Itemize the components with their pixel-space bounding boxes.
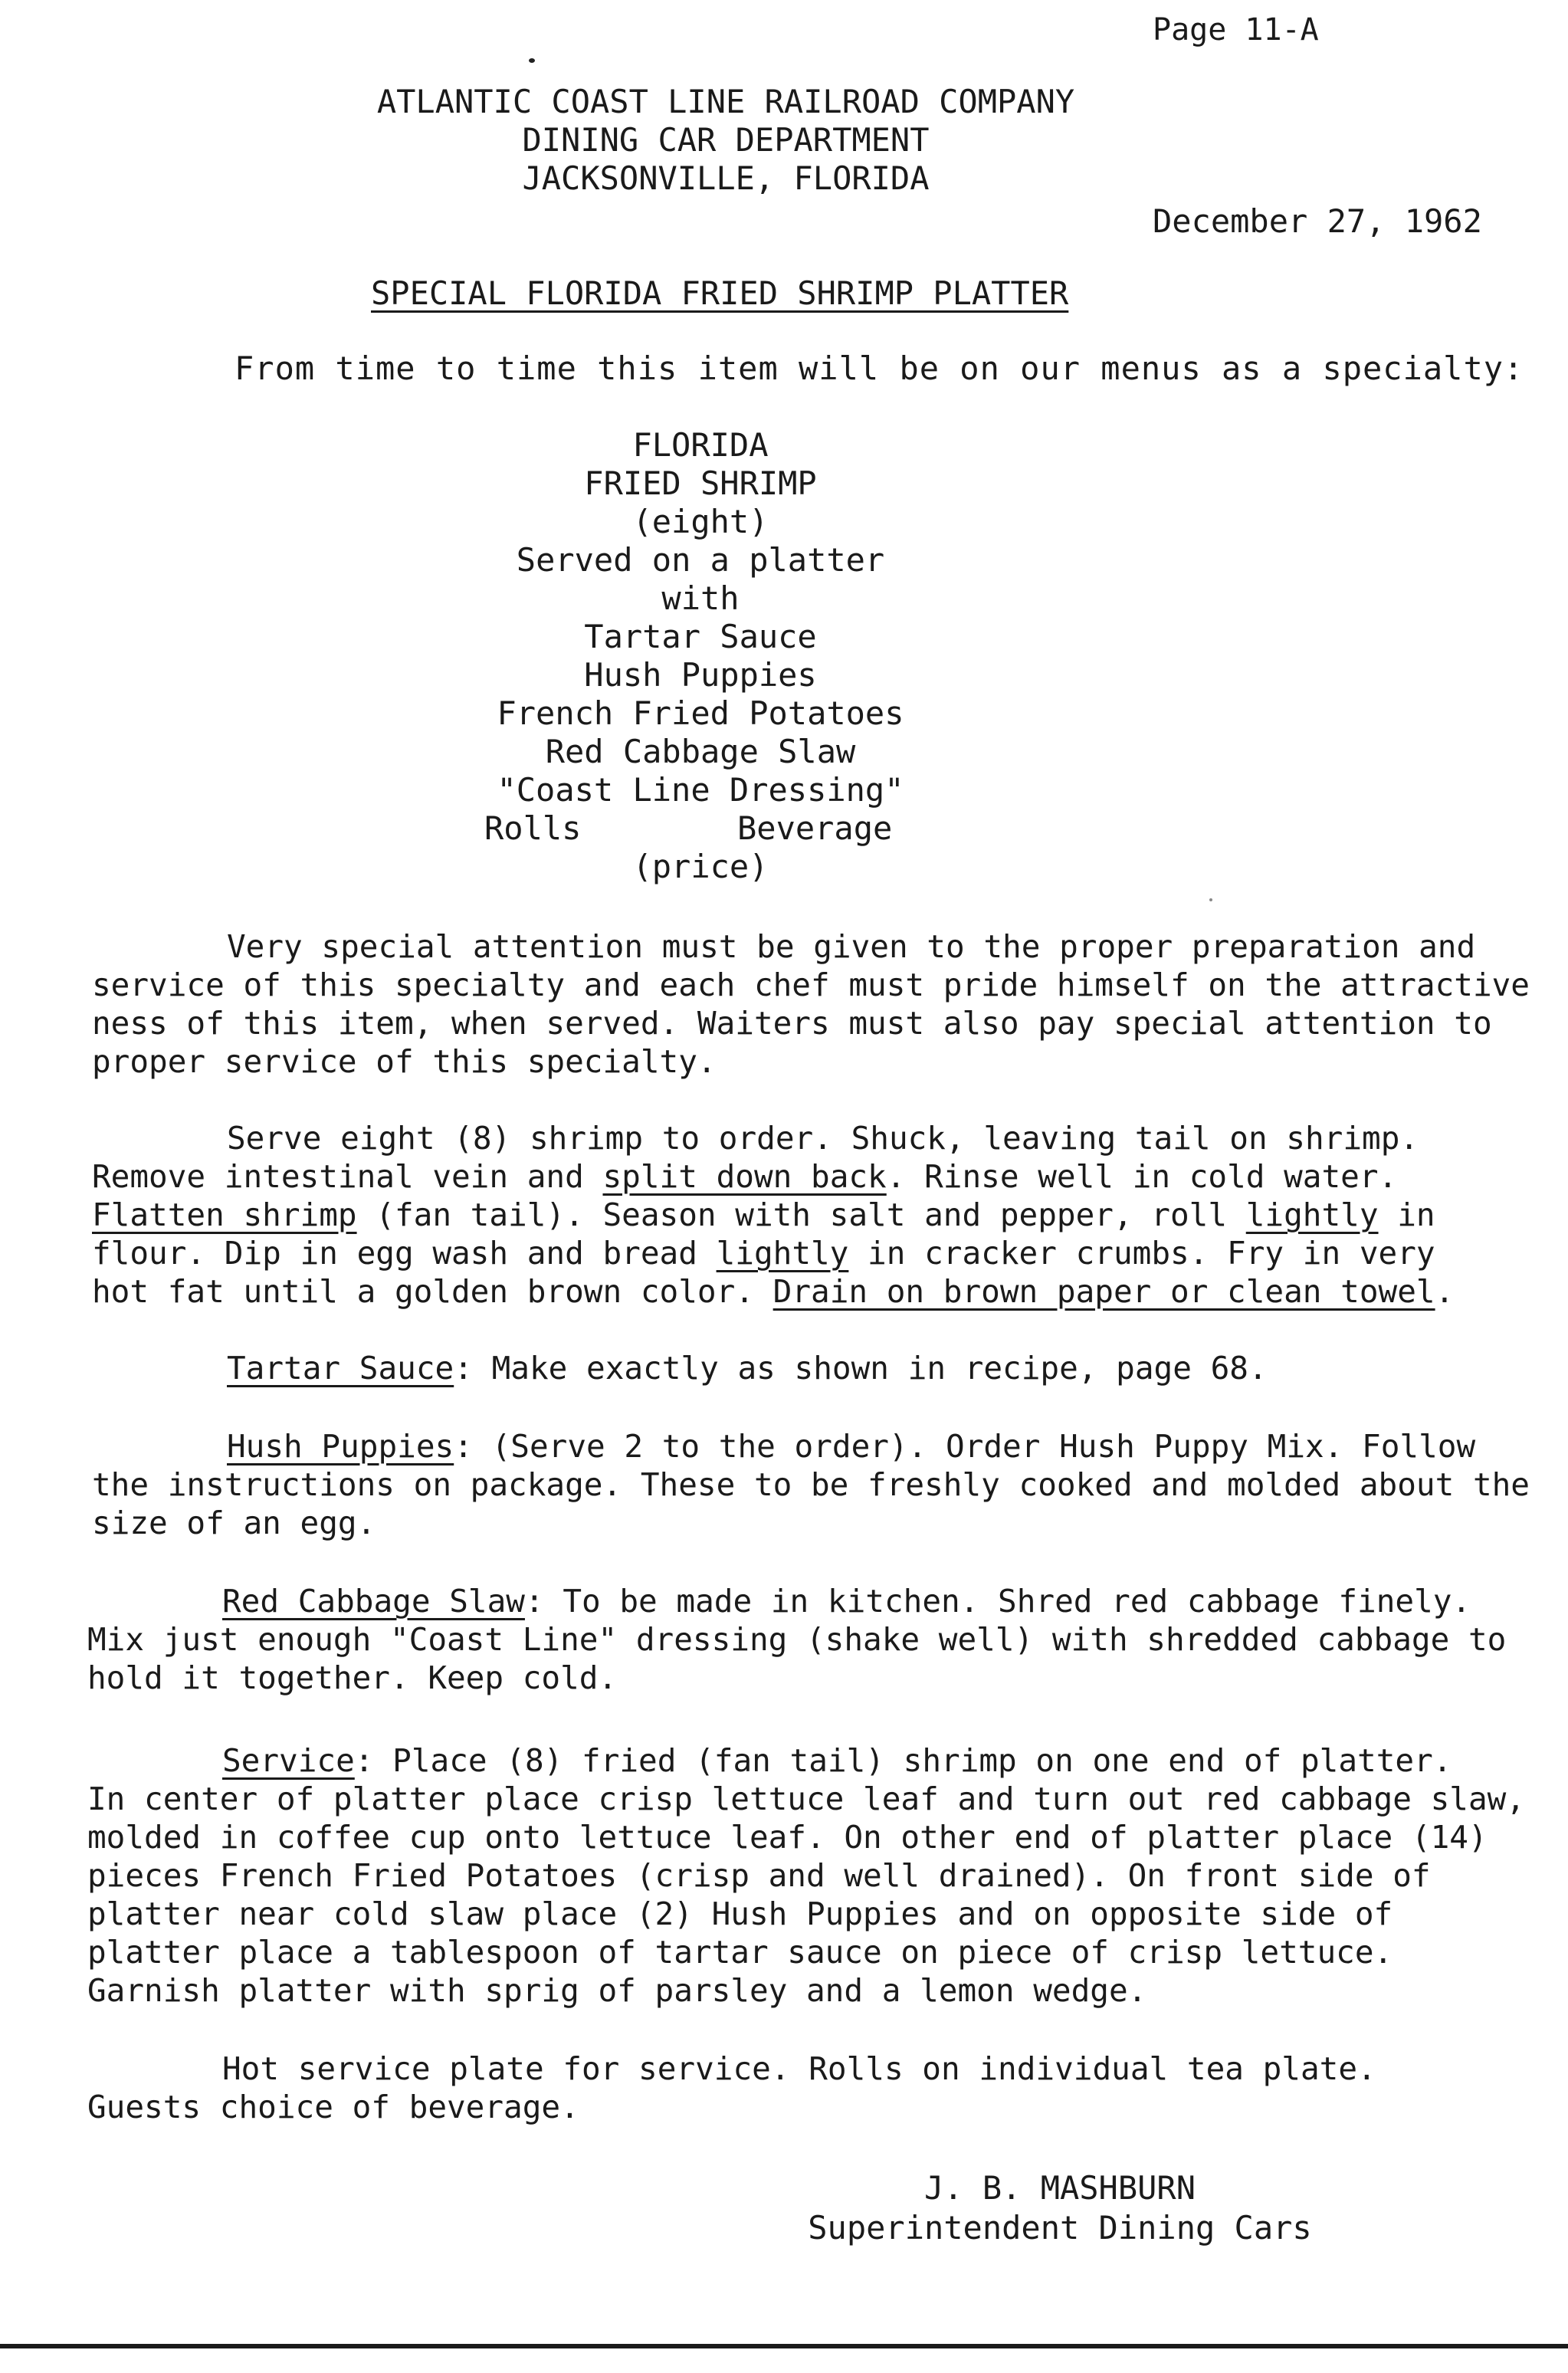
text-run: . Rinse well in cold water. (886, 1158, 1398, 1195)
paragraph-line: Guests choice of beverage. (87, 2089, 579, 2125)
intro-line: From time to time this item will be on our menus as a specialty: (235, 350, 1524, 387)
tartar-sauce-label: Tartar Sauce (227, 1350, 454, 1387)
page-number: Page 11-A (1153, 12, 1319, 48)
scan-speck (1209, 898, 1212, 901)
paragraph-line: Serve eight (8) shrimp to order. Shuck, leaving tail on shrimp. (227, 1120, 1419, 1157)
paragraph-line: platter near cold slaw place (2) Hush Puppies and on opposite side of (87, 1895, 1393, 1932)
text-run: : Make exactly as shown in recipe, page 68. (454, 1350, 1268, 1387)
paragraph-line (92, 1157, 1397, 1196)
paragraph-line: In center of platter place crisp lettuce leaf and turn out red cabbage slaw, (87, 1781, 1525, 1817)
paragraph-line: Very special attention must be given to the proper preparation and (227, 928, 1476, 965)
paragraph-line: Mix just enough "Coast Line" dressing (shake well) with shredded cabbage to (87, 1621, 1507, 1658)
bottom-rule (0, 2344, 1568, 2348)
tartar-sauce-paragraph (227, 1349, 1268, 1387)
paragraph-line: Garnish platter with sprig of parsley and a lemon wedge. (87, 1972, 1147, 2009)
text-run: : To be made in kitchen. Shred red cabbage finely. (524, 1583, 1471, 1620)
text-run: in cracker crumbs. Fry in very (848, 1235, 1435, 1272)
red-cabbage-slaw-label: Red Cabbage Slaw (222, 1583, 525, 1620)
paragraph-line: service of this specialty and each chef must pride himself on the attractive (92, 967, 1530, 1003)
paragraph-line (92, 1272, 1454, 1311)
menu-line: with (661, 579, 740, 617)
paragraph-line: Hot service plate for service. Rolls on individual tea plate. (222, 2050, 1376, 2087)
text-run: : Place (8) fried (fan tail) shrimp on one end of platter. (354, 1742, 1452, 1779)
signature-name: J. B. MASHBURN (923, 2169, 1196, 2207)
text-run: . (1435, 1273, 1455, 1310)
menu-line: Served on a platter (516, 541, 885, 579)
letterhead-location: JACKSONVILLE, FLORIDA (522, 159, 930, 197)
paragraph-line (92, 1234, 1435, 1272)
underlined-run: lightly (716, 1235, 849, 1272)
text-run: hot fat until a golden brown color. (92, 1273, 773, 1310)
hush-puppies-label: Hush Puppies (227, 1428, 454, 1465)
menu-line: French Fried Potatoes (497, 694, 904, 732)
scan-speck (529, 58, 535, 63)
paragraph-line (222, 1582, 1471, 1620)
signature-title: Superintendent Dining Cars (808, 2209, 1312, 2247)
letter-date: December 27, 1962 (1153, 202, 1482, 240)
paragraph-line (222, 1741, 1452, 1780)
menu-line: (eight) (632, 503, 769, 540)
paragraph-line: the instructions on package. These to be freshly cooked and molded about the (92, 1466, 1530, 1503)
menu-line: Red Cabbage Slaw (545, 733, 856, 770)
text-run: (fan tail). Season with salt and pepper, roll (356, 1196, 1246, 1233)
paragraph-line: proper service of this specialty. (92, 1043, 717, 1080)
paragraph-line (92, 1196, 1435, 1234)
subject-heading: SPECIAL FLORIDA FRIED SHRIMP PLATTER (371, 274, 1069, 312)
text-run: : (Serve 2 to the order). Order Hush Puppy Mix. Follow (454, 1428, 1476, 1465)
paragraph-line (227, 1427, 1475, 1465)
paragraph-line: molded in coffee cup onto lettuce leaf. On other end of platter place (14) (87, 1819, 1488, 1856)
text-run: flour. Dip in egg wash and bread (92, 1235, 717, 1272)
paragraph-line: hold it together. Keep cold. (87, 1659, 618, 1696)
menu-beverage: Beverage (737, 809, 893, 847)
service-label: Service (222, 1742, 355, 1779)
menu-price: (price) (632, 848, 769, 885)
paragraph-line: pieces French Fried Potatoes (crisp and well drained). On front side of (87, 1857, 1431, 1894)
menu-line: Hush Puppies (584, 656, 817, 694)
paragraph-line: platter place a tablespoon of tartar sauce on piece of crisp lettuce. (87, 1934, 1393, 1971)
paragraph-line: size of an egg. (92, 1505, 376, 1541)
underlined-run: Drain on brown paper or clean towel (773, 1273, 1435, 1310)
letterhead-company: ATLANTIC COAST LINE RAILROAD COMPANY (376, 83, 1075, 120)
paragraph-line: ness of this item, when served. Waiters must also pay special attention to (92, 1005, 1492, 1042)
menu-rolls: Rolls (484, 809, 582, 847)
menu-line: FLORIDA (632, 426, 769, 464)
text-run: in (1378, 1196, 1435, 1233)
underlined-run: lightly (1245, 1196, 1379, 1233)
menu-line: "Coast Line Dressing" (497, 771, 904, 809)
underlined-run: Flatten shrimp (92, 1196, 357, 1233)
menu-line: Tartar Sauce (584, 618, 817, 655)
letterhead-department: DINING CAR DEPARTMENT (522, 121, 930, 159)
text-run: Remove intestinal vein and (92, 1158, 603, 1195)
underlined-run: split down back (602, 1158, 887, 1195)
menu-line: FRIED SHRIMP (584, 464, 817, 502)
